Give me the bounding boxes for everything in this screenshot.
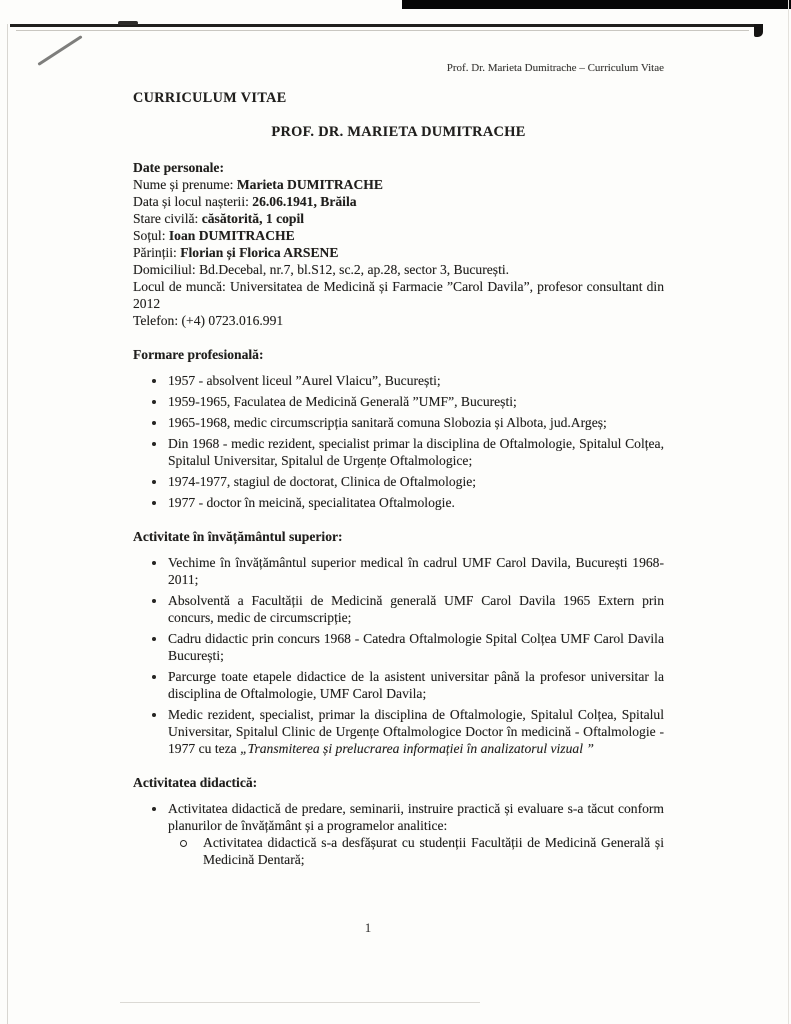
bullet-list [133, 800, 664, 868]
personal-line-label: Stare civilă: [133, 211, 202, 226]
page-number: 1 [364, 920, 372, 935]
cv-section [133, 528, 664, 757]
personal-line [133, 261, 664, 278]
page-right-edge [788, 0, 789, 1024]
bullet-item [133, 554, 664, 588]
bullet-item [133, 473, 664, 490]
bullet-text: Absolventă a Facultății de Medicină generală UMF Carol Davila 1965 Extern prin concurs, medic de circumscripție; [168, 593, 664, 625]
document-content [133, 0, 664, 872]
bullet-item [133, 630, 664, 664]
bullet-text: Medic rezident, specialist, primar la disciplina de Oftalmologie, Spitalul Colțea, Spitalul Universitar, Spitalul Clinic de Urgențe Oftalmologice Doctor în medicină - Oftalmologie - 1977 cu teza [168, 707, 664, 756]
cv-section [133, 774, 664, 868]
section-heading: Activitate în învățământul superior: [133, 529, 343, 544]
personal-line-value: 26.06.1941, Brăila [252, 194, 357, 209]
author-name-title: PROF. DR. MARIETA DUMITRACHE [271, 124, 526, 140]
sections [133, 346, 664, 868]
cv-section [133, 346, 664, 511]
bullet-text: Activitatea didactică de predare, seminarii, instruire practică și evaluare s-a tăcut conform planurilor de învățământ și a programelor analitice: [168, 801, 664, 833]
bullet-item [133, 393, 664, 410]
bullet-item [133, 494, 664, 511]
thesis-title-italic: „Transmiterea și prelucrarea informației în analizatorul vizual ” [240, 741, 594, 756]
personal-line [133, 176, 664, 193]
running-header: Prof. Dr. Marieta Dumitrache – Curriculum Vitae [446, 62, 664, 74]
bullet-item [133, 414, 664, 431]
personal-line [133, 193, 664, 210]
personal-line-value: (+4) 0723.016.991 [181, 313, 284, 328]
personal-line-value: Universitatea de Medicină și Farmacie ”Carol Davila”, profesor consultant din 2012 [133, 279, 664, 311]
personal-line [133, 227, 664, 244]
page-left-edge [7, 24, 8, 1024]
bullet-text: 1957 - absolvent liceul ”Aurel Vlaicu”, București; [168, 373, 441, 388]
page-corner-mark [754, 24, 763, 37]
personal-line-label: Telefon: [133, 313, 182, 328]
section-heading: Activitatea didactică: [133, 775, 258, 790]
bullet-text: Cadru didactic prin concurs 1968 - Catedra Oftalmologie Spital Colțea UMF Carol Davila București; [168, 631, 664, 663]
personal-line [133, 312, 664, 329]
bullet-text: 1965-1968, medic circumscripția sanitară comuna Slobozia și Albota, jud.Argeș; [168, 415, 607, 430]
personal-line-label: Data și locul nașterii: [133, 194, 253, 209]
personal-line-label: Nume și prenume: [133, 177, 237, 192]
bullet-text: 1959-1965, Faculatea de Medicină Generală ”UMF”, București; [168, 394, 517, 409]
personal-line-label: Soțul: [133, 228, 169, 243]
scan-bottom-smudge [120, 1002, 480, 1003]
personal-line-value: Florian și Florica ARSENE [180, 245, 339, 260]
personal-data-heading: Date personale: [133, 160, 224, 175]
sub-bullet-list [168, 834, 664, 868]
personal-data-section [133, 159, 664, 329]
personal-line [133, 210, 664, 227]
personal-line-label: Părinții: [133, 245, 181, 260]
bullet-item [133, 435, 664, 469]
personal-line-value: căsătorită, 1 copil [201, 211, 305, 226]
personal-line-label: Locul de muncă: [133, 279, 230, 294]
personal-line [133, 278, 664, 312]
bullet-item [133, 592, 664, 626]
personal-line [133, 244, 664, 261]
personal-line-value: Bd.Decebal, nr.7, bl.S12, sc.2, ap.28, sector 3, București. [199, 262, 510, 277]
section-heading: Formare profesională: [133, 347, 264, 362]
bullet-text: Vechime în învățământul superior medical în cadrul UMF Carol Davila, București 1968-2011; [168, 555, 664, 587]
bullet-list [133, 372, 664, 511]
bullet-text: 1974-1977, stagiul de doctorat, Clinica de Oftalmologie; [168, 474, 477, 489]
bullet-text: 1977 - doctor în meicină, specialitatea Oftalmologie. [168, 495, 455, 510]
bullet-item [133, 800, 664, 868]
bullet-item [133, 706, 664, 757]
bullet-text: Parcurge toate etapele didactice de la asistent universitar până la profesor universitar la disciplina de Oftalmologie, UMF Carol Davila; [168, 669, 664, 701]
document-title: CURRICULUM VITAE [133, 90, 287, 106]
personal-line-label: Domiciliul: [133, 262, 200, 277]
personal-line-value: Marieta DUMITRACHE [236, 177, 383, 192]
bullet-text: Din 1968 - medic rezident, specialist primar la disciplina de Oftalmologie, Spitalul Colțea, Spitalul Universitar, Spitalul de Urgențe Oftalmologice; [168, 436, 664, 468]
bullet-list [133, 554, 664, 757]
pen-check-mark [37, 35, 82, 66]
bullet-item [133, 668, 664, 702]
personal-line-value: Ioan DUMITRACHE [168, 228, 295, 243]
bullet-item [133, 372, 664, 389]
sub-bullet-item: Activitatea didactică s-a desfășurat cu studenții Facultății de Medicină Generală și Medicină Dentară; [168, 834, 664, 868]
personal-lines [133, 176, 664, 329]
